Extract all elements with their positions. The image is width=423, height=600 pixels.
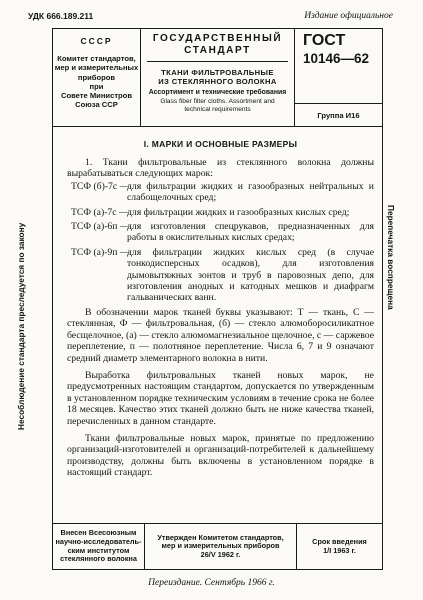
- mark-description: для фильтрации жидких кислых сред (в случае тонкодисперсных осадков), для изготовления дымовытяжных зонтов и труб в паровозных депо, для изготовления анодных и катодных мешков и диафрагм гальванических ванн.: [127, 246, 374, 304]
- mark-code: ТСФ (а)-7с —: [71, 206, 129, 218]
- standard-label: СТАНДАРТ: [184, 45, 251, 56]
- udk-code: УДК 666.189.211: [28, 11, 94, 21]
- marks-list: [67, 181, 374, 304]
- title-divider: [147, 61, 288, 62]
- issuing-authority: [53, 29, 141, 126]
- mark-description: для фильтрации жидких и газообразных кислых сред;: [127, 206, 350, 218]
- footer-line: научно-исследователь-: [55, 536, 142, 546]
- gost-block: [295, 29, 382, 126]
- authority-line: Союза ССР: [75, 100, 118, 110]
- authority-line: Совете Министров: [60, 91, 132, 101]
- effective-date: [297, 524, 382, 569]
- standard-title-block: [141, 29, 295, 126]
- footer-line: мер и измерительных приборов: [161, 541, 280, 551]
- authority-line: Комитет стандартов,: [57, 54, 136, 64]
- mark-description: для изготовления спецрукавов, предназначенных для работы в окислительных кислых средах;: [127, 221, 374, 244]
- english-title-line: technical requirements: [184, 106, 251, 113]
- standard-footer: [53, 523, 382, 569]
- document-title-line2: ИЗ СТЕКЛЯННОГО ВОЛОКНА: [158, 77, 277, 86]
- standard-header: [53, 29, 382, 127]
- gost-number-box: [295, 29, 382, 104]
- gost-number: 10146—62: [303, 51, 370, 66]
- intro-paragraph: 1. Ткани фильтровальные из стеклянного волокна должны вырабатываться следующих марок:: [67, 157, 374, 180]
- state-standard-label: ГОСУДАРСТВЕННЫЙ: [152, 33, 283, 44]
- mark-description: для фильтрации жидких и газообразных нейтральных и слабощелочных сред;: [127, 180, 374, 204]
- footer-line: Внесен Всесоюзным: [60, 528, 137, 538]
- authority-line: приборов: [77, 72, 116, 82]
- introduced-by: [53, 524, 145, 569]
- document-subtitle: Ассортимент и технические требования: [148, 89, 287, 96]
- authority-line: при: [89, 81, 104, 91]
- mark-code: ТСФ (а)-6п —: [71, 221, 130, 233]
- mark-item: [67, 207, 374, 218]
- mark-item: [67, 221, 374, 244]
- english-title-line: Glass fiber filter cloths. Assortment and: [160, 98, 275, 105]
- document-body: [53, 127, 382, 527]
- section-title: I. МАРКИ И ОСНОВНЫЕ РАЗМЕРЫ: [143, 139, 298, 149]
- approval-date: 26/V 1962 г.: [200, 549, 241, 559]
- effective-date-value: 1/I 1963 г.: [323, 545, 356, 555]
- authority-line: мер и измерительных: [54, 63, 139, 73]
- mark-item: [67, 181, 374, 204]
- standard-frame: [52, 28, 383, 570]
- designation-paragraph: В обозначении марок тканей буквы указывают: Т — ткань, С — стеклянная, Ф — фильтровальная, (б) — стекло алюмоборосиликатное бесщелочное, (а) — стекло алюмомагнезиальное щелочное, с — саржевое переплетение, п — полотняное переплетение. Числа 6, 7 и 9 означают средний диаметр элементарного волокна в нити.: [67, 306, 374, 364]
- side-note-left: Несоблюдение стандарта преследуется по закону: [16, 222, 26, 430]
- group-label: Группа И16: [317, 110, 360, 120]
- edition-label: Издание официальное: [304, 11, 393, 21]
- country-label: СССР: [80, 36, 113, 46]
- footer-line: Срок введения: [312, 536, 367, 546]
- inclusion-paragraph: Ткани фильтровальные новых марок, принятые по предложению организаций-изготовителей и организаций-потребителей к дальнейшему производству, должны быть включены в установленном порядке в настоящий стандарт.: [67, 432, 374, 479]
- footer-line: Утвержден Комитетом стандартов,: [157, 532, 284, 542]
- reprint-note: Переиздание. Сентябрь 1966 г.: [148, 578, 275, 588]
- mark-code: ТСФ (б)-7с —: [71, 180, 130, 192]
- mark-code: ТСФ (а)-9п —: [71, 246, 130, 258]
- english-title: [141, 98, 294, 114]
- gost-label: ГОСТ: [303, 32, 346, 49]
- top-line: [28, 9, 393, 23]
- side-note-right: Перепечатка воспрещена: [386, 205, 396, 310]
- document-title: ТКАНИ ФИЛЬТРОВАЛЬНЫЕ: [161, 68, 274, 77]
- mark-item: [67, 247, 374, 304]
- footer-line: стеклянного волокна: [60, 554, 137, 564]
- new-marks-paragraph: Выработка фильтровальных тканей новых марок, не предусмотренных настоящим стандартом, допускается по утвержденным в установленном порядке техническим условиям в течение срока не более 18 месяцев. Качество этих тканей должно быть не ниже качества тканей, перечисленных в данном стандарте.: [67, 369, 374, 427]
- approved-by: [145, 524, 297, 569]
- footer-line: ским институтом: [67, 545, 130, 555]
